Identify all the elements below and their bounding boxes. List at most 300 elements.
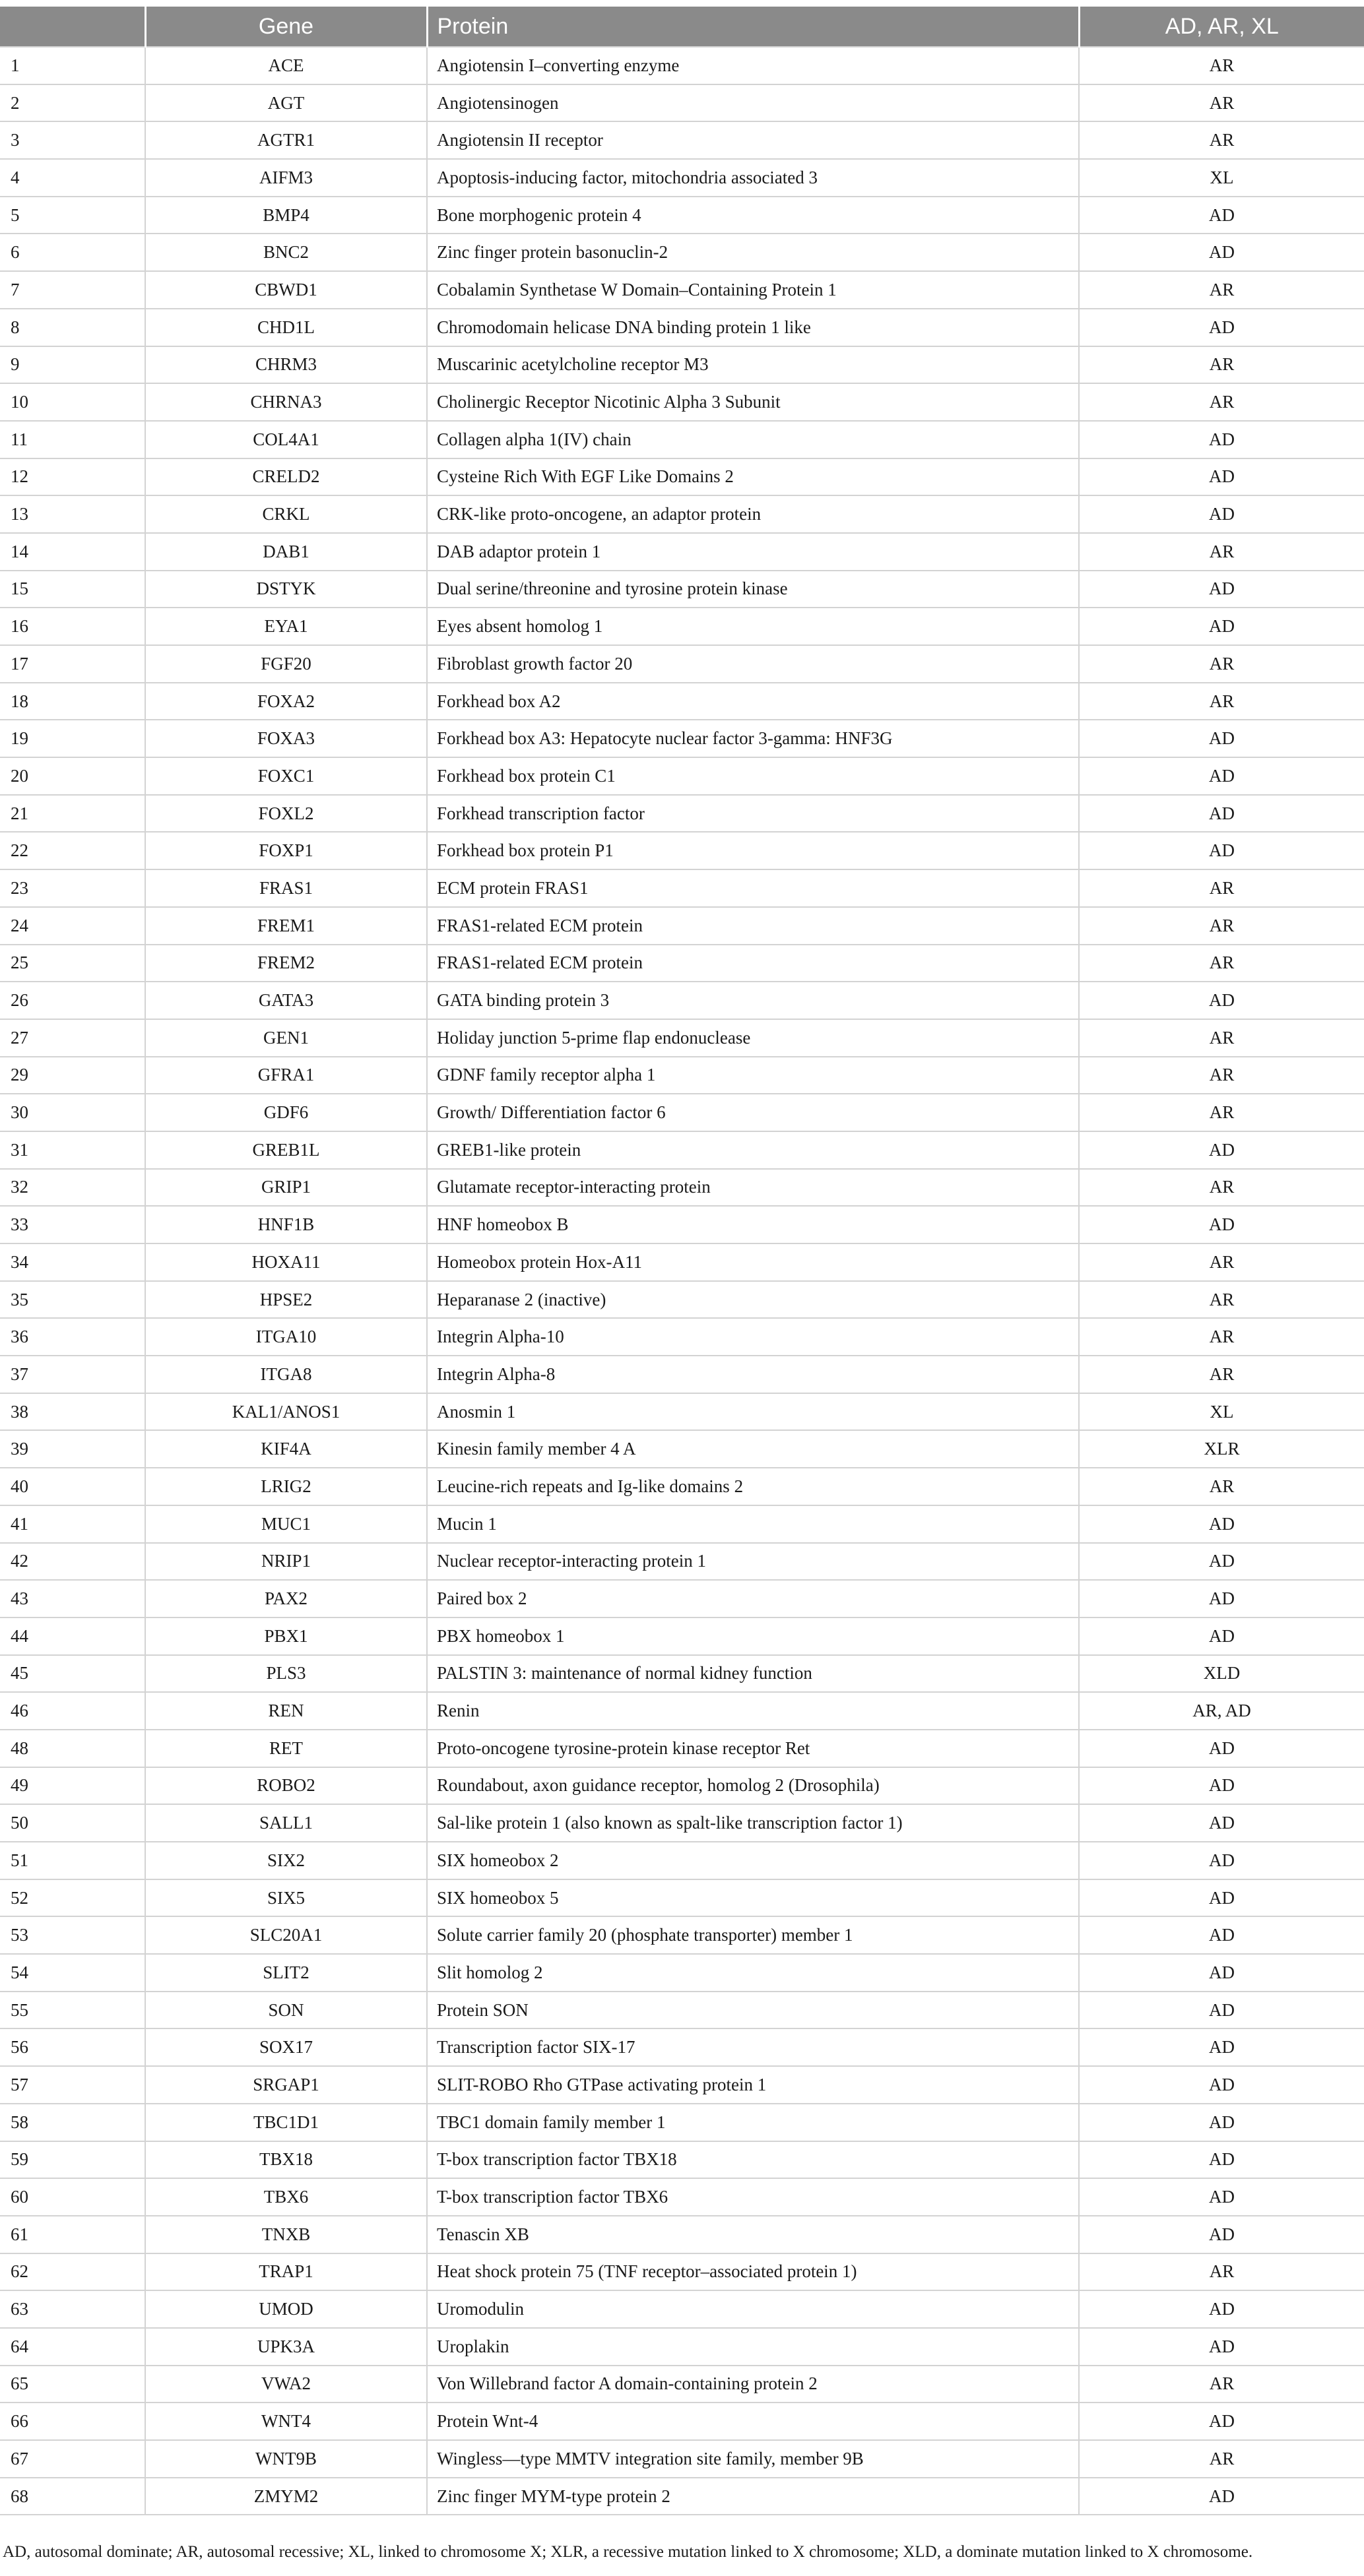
row-number: 67 [0,2440,145,2478]
gene-cell: FOXL2 [145,795,427,832]
table-row [0,608,1364,645]
row-number: 63 [0,2290,145,2328]
inheritance-cell: AD [1079,2178,1364,2216]
inheritance-cell: AD [1079,1804,1364,1842]
protein-cell: Zinc finger MYM-type protein 2 [427,2478,1079,2515]
protein-cell: Growth/ Differentiation factor 6 [427,1094,1079,1131]
gene-cell: FRAS1 [145,869,427,907]
table-row [0,1543,1364,1581]
inheritance-cell: XL [1079,159,1364,197]
protein-cell: Solute carrier family 20 (phosphate transporter) member 1 [427,1916,1079,1954]
table-row [0,1393,1364,1431]
table-row [0,1879,1364,1917]
header-number [0,7,145,47]
row-number: 39 [0,1430,145,1468]
table-row [0,2366,1364,2403]
inheritance-cell: AR, AD [1079,1692,1364,1730]
row-number: 46 [0,1692,145,1730]
gene-cell: TBX6 [145,2178,427,2216]
gene-cell: ZMYM2 [145,2478,427,2515]
table-row [0,1580,1364,1618]
protein-cell: Proto-oncogene tyrosine-protein kinase receptor Ret [427,1730,1079,1767]
gene-cell: SALL1 [145,1804,427,1842]
gene-cell: BMP4 [145,197,427,234]
protein-cell: Forkhead box A3: Hepatocyte nuclear factor 3-gamma: HNF3G [427,720,1079,757]
protein-cell: Mucin 1 [427,1505,1079,1543]
gene-cell: FOXA2 [145,683,427,720]
table-row [0,2253,1364,2291]
inheritance-cell: AR [1079,2366,1364,2403]
inheritance-cell: AR [1079,1243,1364,1281]
protein-cell: Bone morphogenic protein 4 [427,197,1079,234]
inheritance-cell: AD [1079,1954,1364,1992]
row-number: 58 [0,2104,145,2141]
table-row [0,1692,1364,1730]
row-number: 3 [0,121,145,159]
inheritance-cell: AD [1079,2066,1364,2104]
gene-cell: TBC1D1 [145,2104,427,2141]
gene-cell: KAL1/ANOS1 [145,1393,427,1431]
table-row [0,907,1364,945]
table-row [0,1206,1364,1243]
row-number: 5 [0,197,145,234]
table-row [0,683,1364,720]
row-number: 45 [0,1655,145,1693]
inheritance-cell: XL [1079,1393,1364,1431]
row-number: 22 [0,832,145,869]
row-number: 32 [0,1169,145,1207]
inheritance-cell: AD [1079,720,1364,757]
row-number: 62 [0,2253,145,2291]
table-row [0,234,1364,271]
gene-cell: CRKL [145,495,427,533]
inheritance-cell: AD [1079,2028,1364,2066]
protein-cell: Sal-like protein 1 (also known as spalt-like transcription factor 1) [427,1804,1079,1842]
row-number: 41 [0,1505,145,1543]
gene-cell: MUC1 [145,1505,427,1543]
gene-cell: DAB1 [145,533,427,571]
protein-cell: Kinesin family member 4 A [427,1430,1079,1468]
table-row [0,795,1364,832]
row-number: 12 [0,458,145,496]
row-number: 15 [0,571,145,608]
inheritance-cell: AD [1079,2478,1364,2515]
inheritance-cell: AD [1079,2403,1364,2440]
protein-cell: Protein Wnt-4 [427,2403,1079,2440]
table-row [0,1019,1364,1057]
protein-cell: DAB adaptor protein 1 [427,533,1079,571]
inheritance-cell: AR [1079,346,1364,384]
gene-cell: BNC2 [145,234,427,271]
table-row [0,2290,1364,2328]
row-number: 25 [0,945,145,982]
protein-cell: T-box transcription factor TBX18 [427,2141,1079,2179]
table-row [0,421,1364,458]
table-row [0,346,1364,384]
protein-cell: Cholinergic Receptor Nicotinic Alpha 3 Subunit [427,383,1079,421]
table-row [0,2141,1364,2179]
protein-cell: Anosmin 1 [427,1393,1079,1431]
protein-cell: CRK-like proto-oncogene, an adaptor protein [427,495,1079,533]
gene-cell: HNF1B [145,1206,427,1243]
inheritance-cell: AD [1079,1131,1364,1169]
inheritance-cell: AD [1079,1767,1364,1805]
inheritance-cell: AR [1079,383,1364,421]
protein-cell: Eyes absent homolog 1 [427,608,1079,645]
inheritance-cell: AR [1079,869,1364,907]
table-row [0,2028,1364,2066]
protein-cell: GREB1-like protein [427,1131,1079,1169]
inheritance-cell: AR [1079,1356,1364,1393]
table-row [0,2403,1364,2440]
gene-cell: FREM2 [145,945,427,982]
gene-cell: LRIG2 [145,1468,427,1505]
protein-cell: Slit homolog 2 [427,1954,1079,1992]
inheritance-cell: AD [1079,2328,1364,2366]
header-protein: Protein [427,7,1079,47]
inheritance-cell: AR [1079,1019,1364,1057]
protein-cell: Forkhead box protein C1 [427,757,1079,795]
row-number: 17 [0,645,145,683]
header-gene: Gene [145,7,427,47]
row-number: 4 [0,159,145,197]
gene-cell: CBWD1 [145,271,427,309]
protein-cell: ECM protein FRAS1 [427,869,1079,907]
table-row [0,1954,1364,1992]
row-number: 9 [0,346,145,384]
table-row [0,982,1364,1019]
inheritance-cell: AD [1079,1580,1364,1618]
gene-cell: DSTYK [145,571,427,608]
row-number: 48 [0,1730,145,1767]
gene-cell: PAX2 [145,1580,427,1618]
table-header [0,7,1364,47]
inheritance-cell: AD [1079,495,1364,533]
gene-cell: FGF20 [145,645,427,683]
gene-cell: RET [145,1730,427,1767]
gene-cell: AGT [145,84,427,122]
gene-cell: SON [145,1992,427,2029]
protein-cell: Nuclear receptor-interacting protein 1 [427,1543,1079,1581]
table-row [0,121,1364,159]
protein-cell: Integrin Alpha-8 [427,1356,1079,1393]
protein-cell: Protein SON [427,1992,1079,2029]
gene-cell: GFRA1 [145,1057,427,1094]
gene-cell: HOXA11 [145,1243,427,1281]
inheritance-cell: AR [1079,1281,1364,1319]
row-number: 44 [0,1618,145,1655]
table-row [0,945,1364,982]
row-number: 19 [0,720,145,757]
table-row [0,1094,1364,1131]
inheritance-cell: AD [1079,1206,1364,1243]
row-number: 68 [0,2478,145,2515]
row-number: 16 [0,608,145,645]
table-row [0,271,1364,309]
inheritance-cell: AD [1079,2216,1364,2253]
row-number: 24 [0,907,145,945]
gene-cell: SIX5 [145,1879,427,1917]
gene-cell: VWA2 [145,2366,427,2403]
protein-cell: Angiotensinogen [427,84,1079,122]
row-number: 53 [0,1916,145,1954]
protein-cell: Renin [427,1692,1079,1730]
inheritance-cell: AR [1079,907,1364,945]
protein-cell: Uroplakin [427,2328,1079,2366]
protein-cell: Fibroblast growth factor 20 [427,645,1079,683]
gene-cell: AGTR1 [145,121,427,159]
table-row [0,2178,1364,2216]
inheritance-cell: AD [1079,757,1364,795]
inheritance-cell: AR [1079,84,1364,122]
protein-cell: Muscarinic acetylcholine receptor M3 [427,346,1079,384]
row-number: 7 [0,271,145,309]
gene-cell: CHRNA3 [145,383,427,421]
row-number: 11 [0,421,145,458]
table-row [0,869,1364,907]
protein-cell: Leucine-rich repeats and Ig-like domains 2 [427,1468,1079,1505]
gene-cell: GATA3 [145,982,427,1019]
gene-cell: PBX1 [145,1618,427,1655]
inheritance-cell: AD [1079,234,1364,271]
protein-cell: SIX homeobox 5 [427,1879,1079,1917]
gene-cell: COL4A1 [145,421,427,458]
protein-cell: Integrin Alpha-10 [427,1318,1079,1356]
table-row [0,2440,1364,2478]
row-number: 34 [0,1243,145,1281]
gene-cell: REN [145,1692,427,1730]
table-row [0,1131,1364,1169]
inheritance-cell: AR [1079,2440,1364,2478]
table-row [0,832,1364,869]
gene-cell: GRIP1 [145,1169,427,1207]
row-number: 29 [0,1057,145,1094]
table-row [0,1655,1364,1693]
row-number: 57 [0,2066,145,2104]
gene-cell: ITGA8 [145,1356,427,1393]
table-row [0,1992,1364,2029]
protein-cell: GATA binding protein 3 [427,982,1079,1019]
table-row [0,720,1364,757]
table-row [0,495,1364,533]
table-row [0,645,1364,683]
inheritance-cell: AR [1079,1468,1364,1505]
gene-cell: CHD1L [145,309,427,346]
gene-table [0,7,1364,2515]
row-number: 2 [0,84,145,122]
inheritance-cell: AD [1079,1543,1364,1581]
protein-cell: PALSTIN 3: maintenance of normal kidney function [427,1655,1079,1693]
inheritance-cell: AD [1079,982,1364,1019]
inheritance-cell: AD [1079,458,1364,496]
protein-cell: Tenascin XB [427,2216,1079,2253]
table-row [0,1842,1364,1879]
protein-cell: Dual serine/threonine and tyrosine protein kinase [427,571,1079,608]
gene-cell: TRAP1 [145,2253,427,2291]
protein-cell: Glutamate receptor-interacting protein [427,1169,1079,1207]
inheritance-cell: AR [1079,2253,1364,2291]
inheritance-cell: AD [1079,1879,1364,1917]
inheritance-cell: AR [1079,271,1364,309]
inheritance-cell: AD [1079,1505,1364,1543]
protein-cell: Heparanase 2 (inactive) [427,1281,1079,1319]
table-row [0,84,1364,122]
gene-cell: CHRM3 [145,346,427,384]
inheritance-cell: AD [1079,795,1364,832]
protein-cell: FRAS1-related ECM protein [427,907,1079,945]
row-number: 55 [0,1992,145,2029]
table-row [0,309,1364,346]
row-number: 36 [0,1318,145,1356]
row-number: 66 [0,2403,145,2440]
gene-cell: EYA1 [145,608,427,645]
inheritance-cell: AD [1079,2104,1364,2141]
gene-cell: FOXA3 [145,720,427,757]
inheritance-cell: AD [1079,1992,1364,2029]
gene-cell: WNT4 [145,2403,427,2440]
row-number: 54 [0,1954,145,1992]
protein-cell: Von Willebrand factor A domain-containing protein 2 [427,2366,1079,2403]
gene-cell: FREM1 [145,907,427,945]
protein-cell: PBX homeobox 1 [427,1618,1079,1655]
header-row [0,7,1364,47]
inheritance-cell: AR [1079,683,1364,720]
gene-cell: SIX2 [145,1842,427,1879]
inheritance-cell: AR [1079,1318,1364,1356]
inheritance-cell: AD [1079,421,1364,458]
row-number: 26 [0,982,145,1019]
table-row [0,757,1364,795]
inheritance-cell: AR [1079,645,1364,683]
protein-cell: Cysteine Rich With EGF Like Domains 2 [427,458,1079,496]
table-row [0,2104,1364,2141]
gene-cell: FOXC1 [145,757,427,795]
protein-cell: SLIT-ROBO Rho GTPase activating protein 1 [427,2066,1079,2104]
row-number: 60 [0,2178,145,2216]
protein-cell: Collagen alpha 1(IV) chain [427,421,1079,458]
row-number: 1 [0,47,145,84]
gene-cell: PLS3 [145,1655,427,1693]
row-number: 61 [0,2216,145,2253]
protein-cell: Uromodulin [427,2290,1079,2328]
row-number: 37 [0,1356,145,1393]
protein-cell: Roundabout, axon guidance receptor, homolog 2 (Drosophila) [427,1767,1079,1805]
gene-cell: SRGAP1 [145,2066,427,2104]
table-row [0,2328,1364,2366]
protein-cell: TBC1 domain family member 1 [427,2104,1079,2141]
row-number: 27 [0,1019,145,1057]
table-row [0,1356,1364,1393]
row-number: 52 [0,1879,145,1917]
inheritance-cell: AR [1079,1057,1364,1094]
inheritance-cell: AR [1079,1169,1364,1207]
gene-cell: ACE [145,47,427,84]
table-row [0,2066,1364,2104]
table-row [0,1468,1364,1505]
inheritance-cell: AR [1079,47,1364,84]
table-row [0,1916,1364,1954]
protein-cell: Homeobox protein Hox-A11 [427,1243,1079,1281]
protein-cell: Chromodomain helicase DNA binding protein 1 like [427,309,1079,346]
protein-cell: Forkhead transcription factor [427,795,1079,832]
inheritance-cell: AD [1079,1842,1364,1879]
table-row [0,1804,1364,1842]
table-body [0,47,1364,2515]
protein-cell: GDNF family receptor alpha 1 [427,1057,1079,1094]
row-number: 38 [0,1393,145,1431]
gene-cell: TBX18 [145,2141,427,2179]
row-number: 13 [0,495,145,533]
gene-cell: GEN1 [145,1019,427,1057]
table-row [0,383,1364,421]
table-row [0,159,1364,197]
row-number: 20 [0,757,145,795]
gene-cell: CRELD2 [145,458,427,496]
row-number: 64 [0,2328,145,2366]
protein-cell: SIX homeobox 2 [427,1842,1079,1879]
inheritance-cell: AD [1079,571,1364,608]
table-row [0,47,1364,84]
table-row [0,197,1364,234]
row-number: 33 [0,1206,145,1243]
inheritance-cell: AD [1079,309,1364,346]
table-row [0,1169,1364,1207]
protein-cell: Zinc finger protein basonuclin-2 [427,234,1079,271]
row-number: 6 [0,234,145,271]
gene-cell: KIF4A [145,1430,427,1468]
row-number: 59 [0,2141,145,2179]
inheritance-cell: AD [1079,832,1364,869]
row-number: 56 [0,2028,145,2066]
inheritance-cell: AD [1079,1916,1364,1954]
row-number: 43 [0,1580,145,1618]
protein-cell: Wingless—type MMTV integration site family, member 9B [427,2440,1079,2478]
table-row [0,458,1364,496]
inheritance-cell: XLD [1079,1655,1364,1693]
table-row [0,1057,1364,1094]
row-number: 40 [0,1468,145,1505]
protein-cell: Heat shock protein 75 (TNF receptor–associated protein 1) [427,2253,1079,2291]
row-number: 23 [0,869,145,907]
row-number: 8 [0,309,145,346]
gene-cell: SLIT2 [145,1954,427,1992]
protein-cell: Angiotensin I–converting enzyme [427,47,1079,84]
gene-cell: ROBO2 [145,1767,427,1805]
row-number: 14 [0,533,145,571]
table-row [0,1281,1364,1319]
table-row [0,1505,1364,1543]
gene-cell: ITGA10 [145,1318,427,1356]
protein-cell: Transcription factor SIX-17 [427,2028,1079,2066]
table-footnote: AD, autosomal dominate; AR, autosomal recessive; XL, linked to chromosome X; XLR, a recessive mutation linked to X chromosome; XLD, a dominate mutation linked to X chromosome. [3,2543,1253,2561]
protein-cell: Angiotensin II receptor [427,121,1079,159]
table-row [0,1730,1364,1767]
protein-cell: Holiday junction 5-prime flap endonuclease [427,1019,1079,1057]
table-row [0,2478,1364,2515]
row-number: 10 [0,383,145,421]
protein-cell: FRAS1-related ECM protein [427,945,1079,982]
inheritance-cell: AD [1079,2290,1364,2328]
row-number: 35 [0,1281,145,1319]
gene-cell: AIFM3 [145,159,427,197]
gene-cell: SOX17 [145,2028,427,2066]
gene-cell: SLC20A1 [145,1916,427,1954]
inheritance-cell: AD [1079,608,1364,645]
inheritance-cell: AD [1079,197,1364,234]
gene-cell: UPK3A [145,2328,427,2366]
row-number: 31 [0,1131,145,1169]
table-row [0,533,1364,571]
